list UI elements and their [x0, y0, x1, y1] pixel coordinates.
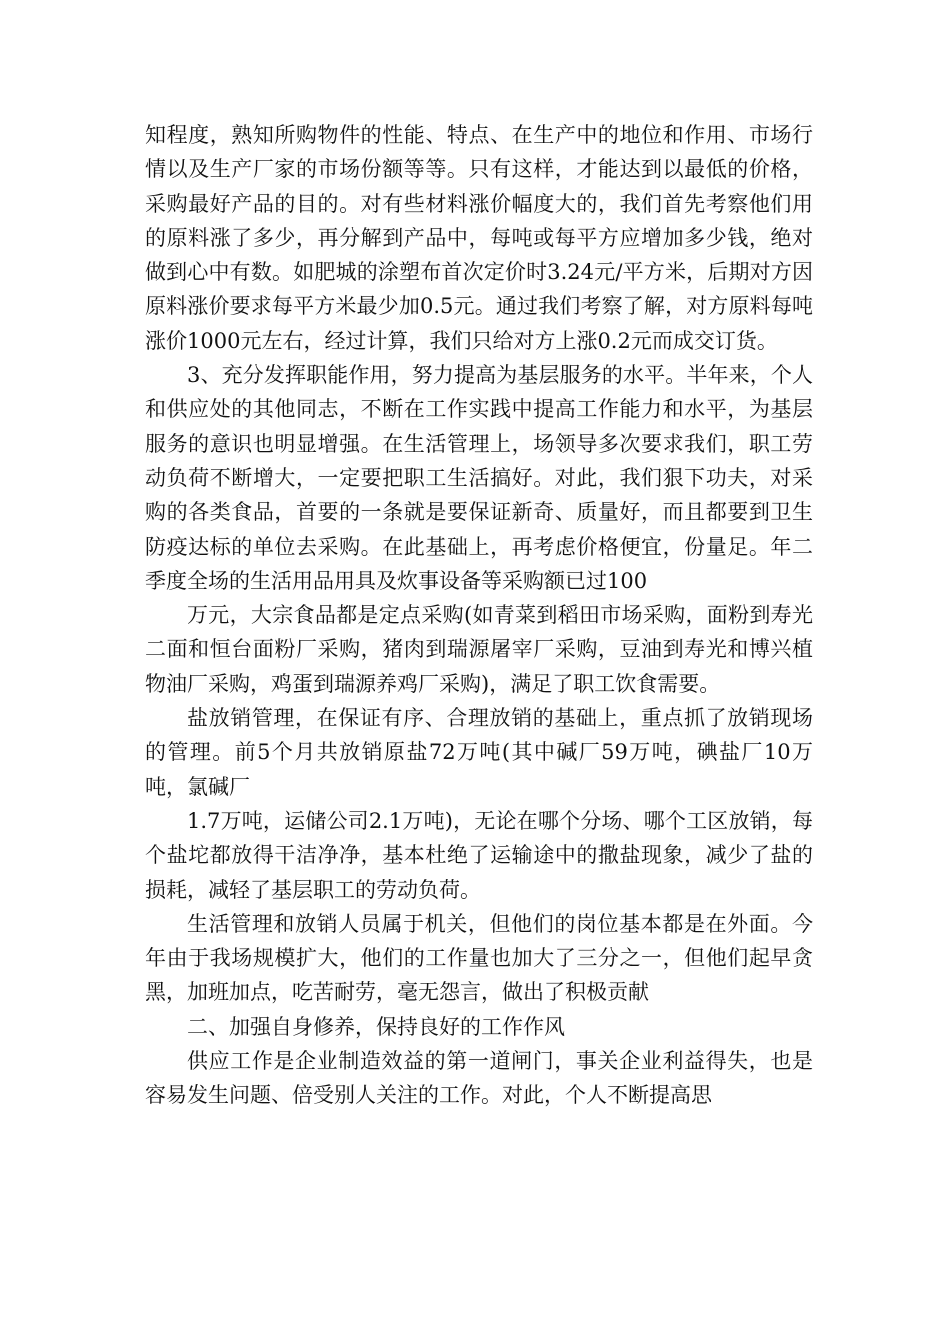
- paragraph-staff-contribution: 生活管理和放销人员属于机关，但他们的岗位基本都是在外面。今年由于我场规模扩大，他们的工作量也加大了三分之一，但他们起早贪黑，加班加点，吃苦耐劳，毫无怨言，做出了积极贡献: [145, 911, 813, 1005]
- paragraph-service-level: 3、充分发挥职能作用，努力提高为基层服务的水平。半年来，个人和供应处的其他同志，不断在工作实践中提高工作能力和水平，为基层服务的意识也明显增强。在生活管理上，场领导多次要求我们，职工劳动负荷不断增大，一定要把职工生活搞好。对此，我们狠下功夫，对采购的各类食品，首要的一条就是要保证新奇、质量好，而且都要到卫生防疫达标的单位去采购。在此基础上，再考虑价格便宜，份量足。年二季度全场的生活用品用具及炊事设备等采购额已过100: [145, 363, 813, 593]
- document-body: [145, 118, 813, 1113]
- paragraph-salt-sales-continued: 1.7万吨，运储公司2.1万吨)，无论在哪个分场、哪个工区放销，每个盐坨都放得干洁净净，基本杜绝了运输途中的撒盐现象，减少了盐的损耗，减轻了基层职工的劳动负荷。: [145, 808, 813, 902]
- paragraph-salt-sales: 盐放销管理，在保证有序、合理放销的基础上，重点抓了放销现场的管理。前5个月共放销原盐72万吨(其中碱厂59万吨，碘盐厂10万吨，氯碱厂: [145, 706, 813, 799]
- paragraph-supply-work: 供应工作是企业制造效益的第一道闸门，事关企业利益得失，也是容易发生问题、倍受别人关注的工作。对此，个人不断提高思: [145, 1049, 813, 1108]
- paragraph-procurement-pricing: 知程度，熟知所购物件的性能、特点、在生产中的地位和作用、市场行情以及生产厂家的市场份额等等。只有这样，才能达到以最低的价格，采购最好产品的目的。对有些材料涨价幅度大的，我们首先考察他们用的原料涨了多少，再分解到产品中，每吨或每平方应增加多少钱，绝对做到心中有数。如肥城的涂塑布首次定价时3.24元/平方米，后期对方因原料涨价要求每平方米最少加0.5元。通过我们考察了解，对方原料每吨涨价1000元左右，经过计算，我们只给对方上涨0.2元而成交订货。: [145, 123, 813, 353]
- section-heading-work-style: 二、加强自身修养，保持良好的工作作风: [187, 1014, 565, 1039]
- paragraph-food-procurement: 万元，大宗食品都是定点采购(如青菜到稻田市场采购，面粉到寿光二面和恒台面粉厂采购，猪肉到瑞源屠宰厂采购，豆油到寿光和博兴植物油厂采购，鸡蛋到瑞源养鸡厂采购)，满足了职工饮食需要。: [145, 603, 813, 696]
